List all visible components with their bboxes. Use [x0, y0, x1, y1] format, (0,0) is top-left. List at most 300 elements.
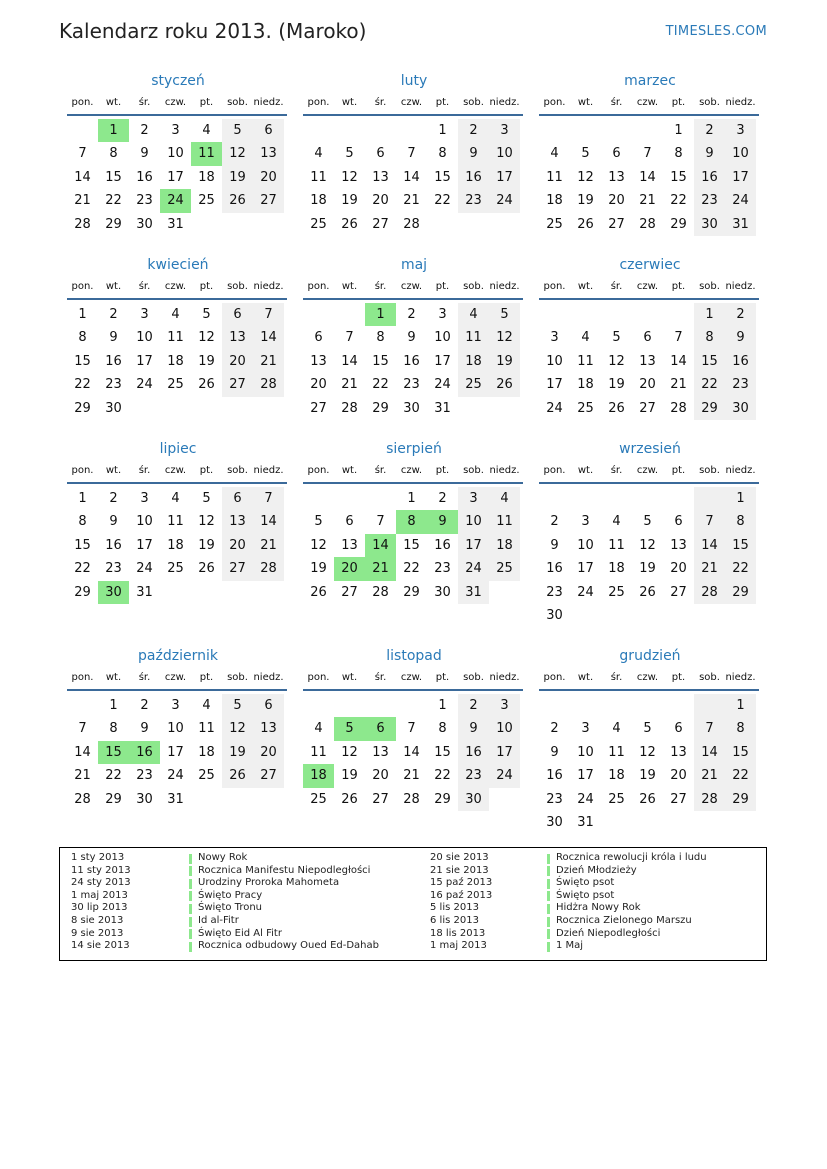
- day-cell: 18: [303, 764, 334, 787]
- empty-cell: [539, 119, 570, 142]
- day-cell: 4: [550, 146, 559, 162]
- holiday-date: 15 paź 2013: [430, 877, 493, 889]
- day-cell: 12: [608, 353, 625, 369]
- day-cell: 19: [577, 193, 594, 209]
- day-cell: 7: [694, 510, 725, 533]
- day-cell: 18: [167, 353, 184, 369]
- day-cell: 30: [136, 791, 153, 807]
- empty-cell: [570, 694, 601, 717]
- day-cell: 15: [670, 169, 687, 185]
- weekday-label: niedz.: [489, 281, 520, 292]
- weekday-label: sob.: [699, 465, 720, 476]
- empty-cell: [365, 694, 396, 717]
- day-cell: 25: [577, 400, 594, 416]
- empty-cell: [396, 694, 427, 717]
- weekday-label: wt.: [341, 672, 358, 683]
- weekday-label: pon.: [307, 672, 330, 683]
- day-cell: 11: [191, 142, 222, 165]
- empty-cell: [539, 303, 570, 326]
- day-cell: 20: [372, 193, 389, 209]
- day-cell: 7: [345, 330, 354, 346]
- day-cell: 12: [310, 537, 327, 553]
- day-cell: 20: [670, 561, 687, 577]
- day-cell: 24: [546, 400, 563, 416]
- day-cell: 27: [670, 791, 687, 807]
- day-cell: 20: [334, 557, 365, 580]
- day-grid: [303, 694, 520, 811]
- day-cell: 21: [403, 768, 420, 784]
- weekday-label: niedz.: [489, 97, 520, 108]
- day-cell: 1: [98, 119, 129, 142]
- day-cell: 21: [253, 350, 284, 373]
- day-cell: 18: [577, 377, 594, 393]
- day-cell: 21: [74, 193, 91, 209]
- day-cell: 9: [109, 514, 118, 530]
- weekday-label: wt.: [105, 281, 122, 292]
- day-cell: 14: [670, 353, 687, 369]
- weekday-label: wt.: [341, 97, 358, 108]
- day-cell: 6: [365, 717, 396, 740]
- weekday-label: pon.: [307, 281, 330, 292]
- day-cell: 16: [546, 768, 563, 784]
- weekday-header: [67, 94, 287, 116]
- empty-cell: [632, 811, 663, 834]
- day-cell: 25: [458, 373, 489, 396]
- day-cell: 24: [136, 561, 153, 577]
- day-cell: 17: [489, 741, 520, 764]
- day-cell: 28: [670, 400, 687, 416]
- day-cell: 24: [577, 584, 594, 600]
- day-cell: 10: [577, 744, 594, 760]
- day-cell: 14: [403, 169, 420, 185]
- weekday-label: pon.: [71, 672, 94, 683]
- day-cell: 23: [136, 768, 153, 784]
- day-cell: 25: [167, 377, 184, 393]
- day-cell: 16: [403, 353, 420, 369]
- weekday-label: sob.: [227, 281, 248, 292]
- day-cell: 12: [489, 326, 520, 349]
- empty-cell: [570, 487, 601, 510]
- day-cell: 21: [253, 534, 284, 557]
- day-cell: 25: [198, 768, 215, 784]
- empty-cell: [458, 397, 489, 420]
- day-cell: 14: [694, 534, 725, 557]
- weekday-label: pon.: [307, 465, 330, 476]
- weekday-label: niedz.: [489, 672, 520, 683]
- weekday-label: pt.: [435, 281, 450, 292]
- day-cell: 21: [341, 377, 358, 393]
- day-cell: 28: [694, 788, 725, 811]
- day-cell: 6: [674, 514, 683, 530]
- day-cell: 10: [136, 330, 153, 346]
- day-cell: 26: [222, 189, 253, 212]
- day-cell: 31: [458, 581, 489, 604]
- day-cell: 29: [105, 791, 122, 807]
- empty-cell: [632, 119, 663, 142]
- empty-cell: [694, 487, 725, 510]
- day-cell: 24: [577, 791, 594, 807]
- holiday-date: 11 sty 2013: [71, 864, 131, 876]
- empty-cell: [694, 604, 725, 627]
- day-cell: 8: [396, 510, 427, 533]
- day-cell: 16: [434, 537, 451, 553]
- day-cell: 26: [198, 561, 215, 577]
- empty-cell: [222, 788, 253, 811]
- day-cell: 28: [253, 373, 284, 396]
- weekday-label: czw.: [164, 281, 187, 292]
- day-cell: 2: [140, 698, 149, 713]
- weekday-label: wt.: [577, 97, 594, 108]
- day-cell: 24: [489, 189, 520, 212]
- day-cell: 10: [489, 142, 520, 165]
- day-cell: 4: [458, 303, 489, 326]
- empty-cell: [396, 119, 427, 142]
- day-cell: 14: [694, 741, 725, 764]
- weekday-label: niedz.: [725, 465, 756, 476]
- day-cell: 31: [577, 814, 594, 830]
- day-cell: 2: [407, 307, 416, 322]
- day-cell: 19: [341, 193, 358, 209]
- holiday-name: Rocznica Manifestu Niepodległości: [198, 864, 371, 876]
- day-cell: 28: [372, 584, 389, 600]
- weekday-label: niedz.: [253, 97, 284, 108]
- holiday-date: 1 sty 2013: [71, 852, 125, 863]
- empty-cell: [191, 397, 222, 420]
- empty-cell: [601, 303, 632, 326]
- day-cell: 29: [403, 584, 420, 600]
- empty-cell: [489, 581, 520, 604]
- weekday-header: [303, 462, 523, 484]
- weekday-label: niedz.: [253, 465, 284, 476]
- day-cell: 13: [372, 744, 389, 760]
- day-cell: 2: [550, 721, 559, 737]
- holiday-marker: [547, 917, 550, 927]
- day-cell: 24: [458, 557, 489, 580]
- day-cell: 20: [222, 534, 253, 557]
- day-cell: 6: [674, 721, 683, 737]
- holiday-marker: [547, 866, 550, 876]
- day-cell: 30: [694, 213, 725, 236]
- empty-cell: [725, 604, 756, 627]
- brand-logo[interactable]: TIMESLES.COM: [665, 24, 767, 39]
- weekday-label: pon.: [543, 97, 566, 108]
- day-cell: 1: [725, 487, 756, 510]
- day-cell: 10: [577, 537, 594, 553]
- weekday-label: wt.: [105, 672, 122, 683]
- empty-cell: [570, 303, 601, 326]
- day-cell: 22: [105, 768, 122, 784]
- day-cell: 4: [612, 721, 621, 737]
- day-cell: 24: [434, 377, 451, 393]
- day-cell: 16: [105, 353, 122, 369]
- day-cell: 11: [489, 510, 520, 533]
- day-cell: 5: [612, 330, 621, 346]
- weekday-label: śr.: [374, 672, 387, 683]
- weekday-label: niedz.: [253, 281, 284, 292]
- day-cell: 15: [694, 350, 725, 373]
- holiday-date: 30 lip 2013: [71, 902, 128, 914]
- weekday-label: pon.: [307, 97, 330, 108]
- day-cell: 9: [109, 330, 118, 346]
- day-cell: 22: [372, 377, 389, 393]
- day-cell: 13: [670, 744, 687, 760]
- day-cell: 18: [198, 744, 215, 760]
- day-cell: 8: [674, 146, 683, 162]
- weekday-label: czw.: [164, 672, 187, 683]
- day-cell: 4: [314, 146, 323, 162]
- weekday-label: wt.: [577, 281, 594, 292]
- weekday-label: sob.: [227, 672, 248, 683]
- day-cell: 17: [434, 353, 451, 369]
- weekday-header: [539, 669, 759, 691]
- month-name: luty: [400, 73, 428, 89]
- weekday-label: sob.: [699, 672, 720, 683]
- day-cell: 25: [167, 561, 184, 577]
- day-cell: 7: [78, 721, 87, 737]
- day-cell: 27: [222, 373, 253, 396]
- day-cell: 27: [608, 216, 625, 232]
- day-cell: 9: [458, 142, 489, 165]
- day-cell: 23: [105, 561, 122, 577]
- day-cell: 18: [608, 768, 625, 784]
- day-cell: 26: [222, 764, 253, 787]
- day-cell: 5: [222, 694, 253, 717]
- day-cell: 1: [438, 123, 447, 138]
- empty-cell: [253, 397, 284, 420]
- day-cell: 9: [140, 721, 149, 737]
- day-cell: 12: [341, 169, 358, 185]
- day-cell: 19: [639, 768, 656, 784]
- day-cell: 3: [438, 307, 447, 322]
- day-cell: 2: [458, 119, 489, 142]
- weekday-header: [303, 94, 523, 116]
- day-cell: 17: [577, 768, 594, 784]
- day-cell: 7: [253, 303, 284, 326]
- day-cell: 8: [438, 146, 447, 162]
- day-cell: 1: [78, 307, 87, 322]
- empty-cell: [663, 487, 694, 510]
- day-cell: 6: [376, 146, 385, 162]
- holiday-date: 18 lis 2013: [430, 927, 486, 939]
- day-cell: 24: [489, 764, 520, 787]
- weekday-label: niedz.: [725, 97, 756, 108]
- day-cell: 14: [639, 169, 656, 185]
- day-cell: 23: [546, 791, 563, 807]
- day-cell: 1: [109, 698, 118, 713]
- day-cell: 8: [109, 146, 118, 162]
- day-cell: 25: [489, 557, 520, 580]
- day-grid: [539, 119, 756, 236]
- day-cell: 2: [694, 119, 725, 142]
- day-cell: 17: [458, 534, 489, 557]
- empty-cell: [663, 604, 694, 627]
- day-cell: 5: [581, 146, 590, 162]
- holiday-marker: [547, 879, 550, 889]
- weekday-label: śr.: [374, 281, 387, 292]
- day-cell: 16: [458, 166, 489, 189]
- day-cell: 11: [167, 330, 184, 346]
- day-cell: 13: [341, 537, 358, 553]
- weekday-label: wt.: [341, 281, 358, 292]
- empty-cell: [303, 119, 334, 142]
- day-cell: 9: [725, 326, 756, 349]
- weekday-label: czw.: [164, 465, 187, 476]
- day-cell: 27: [372, 216, 389, 232]
- day-cell: 23: [458, 189, 489, 212]
- day-cell: 21: [74, 768, 91, 784]
- day-cell: 3: [171, 123, 180, 138]
- day-cell: 21: [365, 557, 396, 580]
- day-cell: 4: [202, 123, 211, 138]
- day-cell: 27: [222, 557, 253, 580]
- month-name: maj: [400, 257, 428, 273]
- day-cell: 7: [694, 717, 725, 740]
- weekday-label: pon.: [71, 465, 94, 476]
- day-cell: 29: [105, 216, 122, 232]
- day-grid: [67, 694, 284, 811]
- empty-cell: [539, 694, 570, 717]
- day-cell: 20: [639, 377, 656, 393]
- day-cell: 1: [438, 698, 447, 713]
- day-cell: 22: [74, 377, 91, 393]
- day-cell: 25: [310, 791, 327, 807]
- day-cell: 31: [167, 791, 184, 807]
- day-cell: 3: [550, 330, 559, 346]
- holiday-marker: [189, 879, 192, 889]
- day-cell: 22: [725, 764, 756, 787]
- day-cell: 8: [438, 721, 447, 737]
- day-cell: 8: [78, 330, 87, 346]
- month-name: październik: [138, 648, 218, 664]
- weekday-label: pt.: [435, 465, 450, 476]
- day-cell: 15: [74, 353, 91, 369]
- day-cell: 28: [74, 216, 91, 232]
- day-cell: 27: [253, 189, 284, 212]
- day-cell: 24: [136, 377, 153, 393]
- day-cell: 12: [222, 142, 253, 165]
- weekday-label: czw.: [636, 465, 659, 476]
- weekday-label: pt.: [671, 281, 686, 292]
- empty-cell: [365, 119, 396, 142]
- day-cell: 21: [403, 193, 420, 209]
- day-cell: 26: [639, 791, 656, 807]
- empty-cell: [601, 604, 632, 627]
- day-cell: 8: [725, 717, 756, 740]
- day-cell: 30: [546, 814, 563, 830]
- holiday-name: Święto Eid Al Fitr: [198, 927, 282, 939]
- day-cell: 9: [694, 142, 725, 165]
- day-cell: 9: [407, 330, 416, 346]
- day-cell: 28: [403, 791, 420, 807]
- day-cell: 16: [105, 537, 122, 553]
- day-cell: 23: [136, 193, 153, 209]
- day-cell: 24: [167, 768, 184, 784]
- holiday-marker: [189, 904, 192, 914]
- day-cell: 20: [310, 377, 327, 393]
- holiday-name: 1 Maj: [556, 940, 584, 952]
- empty-cell: [67, 694, 98, 717]
- empty-cell: [160, 581, 191, 604]
- day-cell: 5: [345, 146, 354, 162]
- holiday-date: 1 maj 2013: [430, 940, 487, 952]
- weekday-label: sob.: [463, 281, 484, 292]
- day-cell: 18: [489, 534, 520, 557]
- weekday-label: śr.: [374, 465, 387, 476]
- day-cell: 22: [74, 561, 91, 577]
- day-cell: 3: [140, 307, 149, 322]
- weekday-label: wt.: [105, 97, 122, 108]
- day-cell: 13: [608, 169, 625, 185]
- day-cell: 11: [198, 721, 215, 737]
- day-cell: 3: [458, 487, 489, 510]
- day-cell: 27: [639, 400, 656, 416]
- day-cell: 4: [314, 721, 323, 737]
- day-cell: 19: [341, 768, 358, 784]
- holiday-name: Id al-Fitr: [198, 915, 239, 926]
- month-listopad: [303, 647, 523, 811]
- day-cell: 7: [253, 487, 284, 510]
- day-cell: 10: [458, 510, 489, 533]
- weekday-label: wt.: [105, 465, 122, 476]
- weekday-label: pon.: [543, 672, 566, 683]
- weekday-label: śr.: [138, 281, 151, 292]
- empty-cell: [632, 303, 663, 326]
- day-cell: 12: [639, 537, 656, 553]
- weekday-label: pt.: [199, 97, 214, 108]
- day-cell: 5: [643, 514, 652, 530]
- holiday-date: 20 sie 2013: [430, 852, 489, 863]
- day-cell: 12: [341, 744, 358, 760]
- weekday-header: [539, 278, 759, 300]
- day-cell: 4: [489, 487, 520, 510]
- day-cell: 17: [136, 353, 153, 369]
- day-cell: 30: [136, 216, 153, 232]
- day-cell: 17: [725, 166, 756, 189]
- day-cell: 26: [577, 216, 594, 232]
- weekday-label: czw.: [400, 672, 423, 683]
- holiday-marker: [189, 942, 192, 952]
- day-cell: 26: [489, 373, 520, 396]
- day-cell: 30: [725, 397, 756, 420]
- empty-cell: [663, 811, 694, 834]
- day-cell: 30: [98, 581, 129, 604]
- day-cell: 5: [314, 514, 323, 530]
- holiday-name: Rocznica odbudowy Oued Ed-Dahab: [198, 940, 379, 952]
- day-cell: 16: [694, 166, 725, 189]
- holiday-date: 14 sie 2013: [71, 940, 130, 952]
- weekday-label: pt.: [435, 672, 450, 683]
- day-grid: [303, 487, 520, 604]
- day-cell: 17: [167, 169, 184, 185]
- day-cell: 13: [222, 510, 253, 533]
- weekday-label: pon.: [543, 281, 566, 292]
- day-cell: 6: [345, 514, 354, 530]
- day-cell: 6: [222, 487, 253, 510]
- day-cell: 17: [546, 377, 563, 393]
- day-cell: 25: [546, 216, 563, 232]
- weekday-label: czw.: [400, 465, 423, 476]
- empty-cell: [632, 487, 663, 510]
- empty-cell: [334, 119, 365, 142]
- day-cell: 2: [725, 303, 756, 326]
- empty-cell: [191, 581, 222, 604]
- holiday-name: Dzień Niepodległości: [556, 927, 661, 939]
- day-cell: 3: [581, 514, 590, 530]
- day-cell: 6: [314, 330, 323, 346]
- weekday-label: śr.: [610, 281, 623, 292]
- day-cell: 9: [427, 510, 458, 533]
- day-cell: 15: [98, 741, 129, 764]
